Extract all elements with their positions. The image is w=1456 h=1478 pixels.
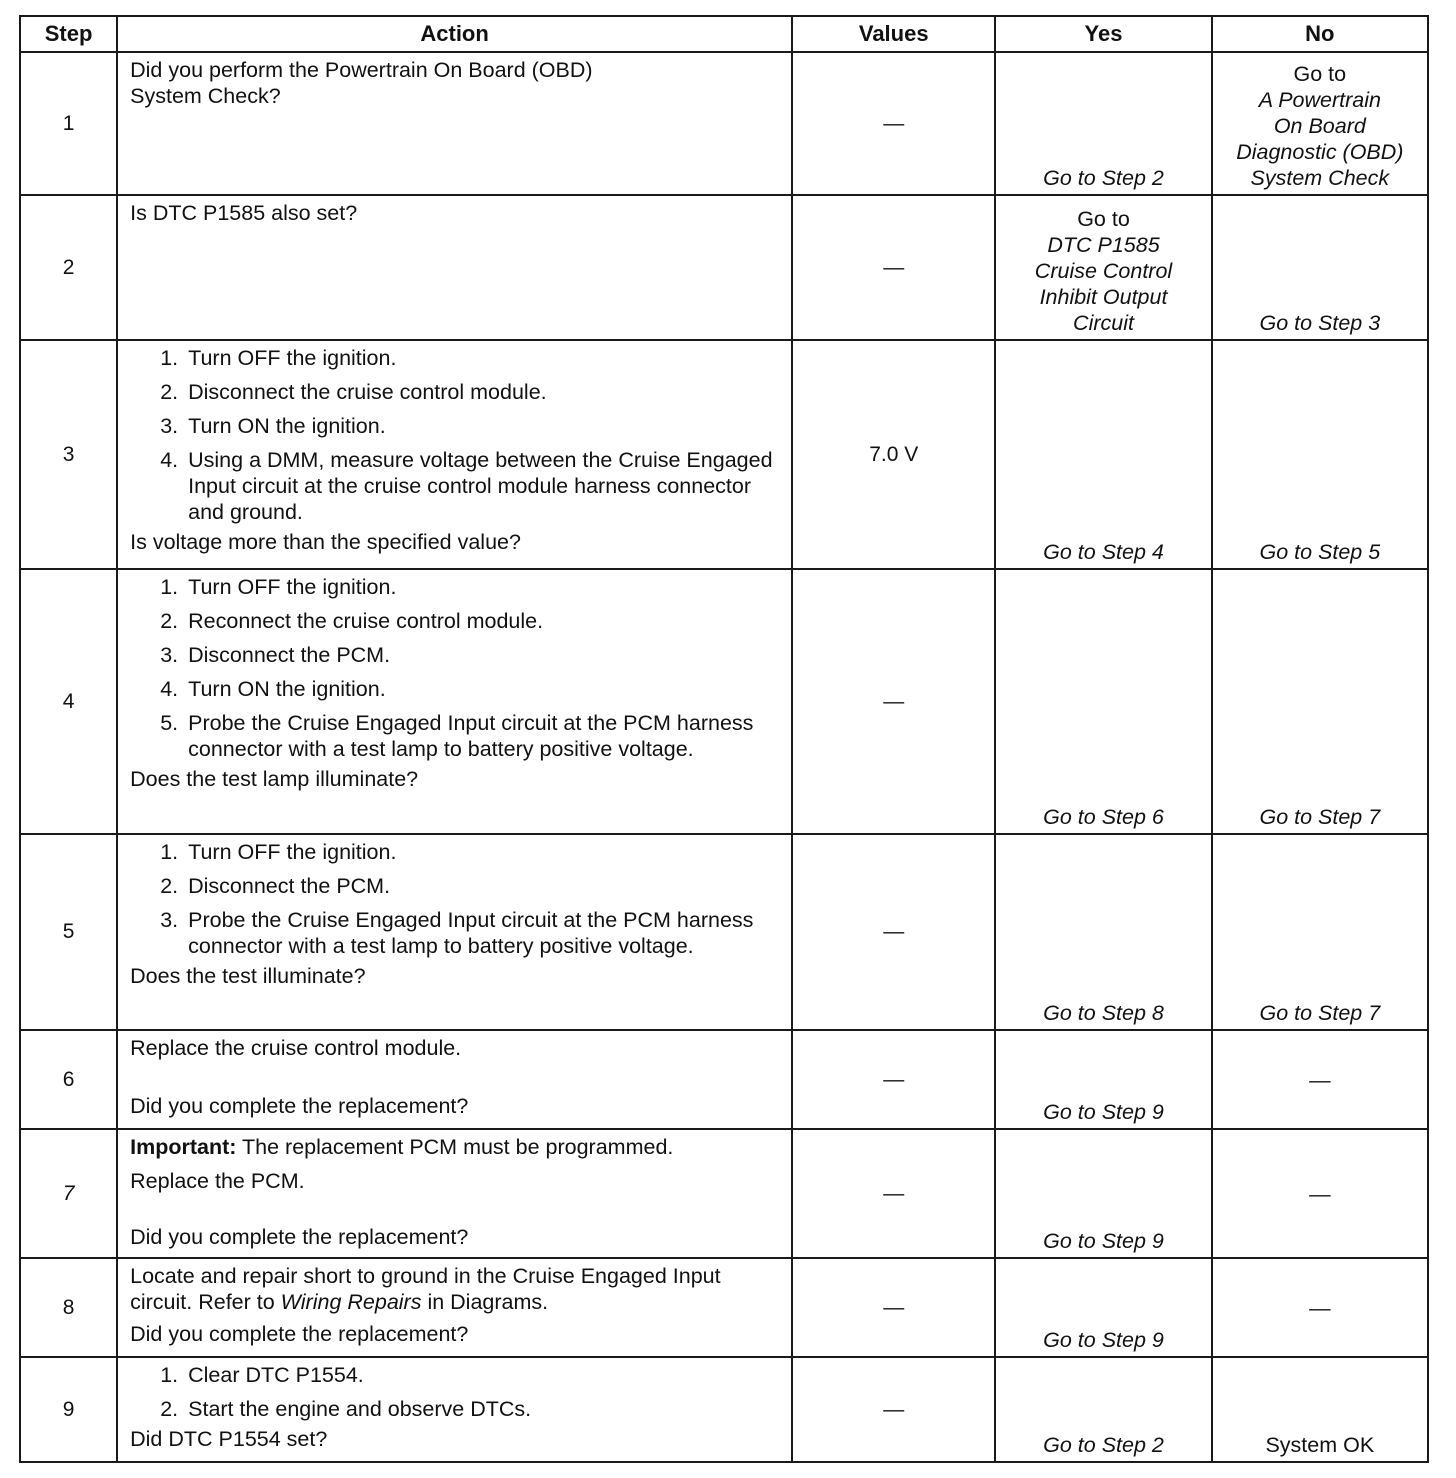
procedure-step: 3. Disconnect the PCM. bbox=[184, 642, 781, 668]
procedure-step: 3. Turn ON the ignition. bbox=[184, 413, 781, 439]
yes-cell[interactable]: Go to Step 4 bbox=[995, 340, 1211, 569]
yes-cell[interactable]: Go to Step 9 bbox=[995, 1258, 1211, 1357]
no-cell[interactable] bbox=[1212, 52, 1428, 195]
procedure-step: 5. Probe the Cruise Engaged Input circuit at the PCM harness connector with a test lamp to battery positive voltage. bbox=[184, 710, 781, 762]
action-cell bbox=[117, 1129, 792, 1258]
goto-target[interactable]: DTC P1585 Cruise Control Inhibit Output Circuit bbox=[1034, 233, 1173, 335]
no-cell: System OK bbox=[1212, 1357, 1428, 1462]
header-action: Action bbox=[117, 16, 792, 52]
yes-cell[interactable]: Go to Step 2 bbox=[995, 1357, 1211, 1462]
question-text: Does the test lamp illuminate? bbox=[130, 767, 419, 791]
value-cell: — bbox=[792, 834, 995, 1030]
value-cell: 7.0 V bbox=[792, 340, 995, 569]
action-cell bbox=[117, 1357, 792, 1462]
table-row bbox=[20, 340, 1428, 569]
question-text: Did you complete the replacement? bbox=[130, 1322, 469, 1346]
no-cell[interactable]: Go to Step 3 bbox=[1212, 195, 1428, 340]
action-cell bbox=[117, 1030, 792, 1129]
action-text: Replace the cruise control module. bbox=[130, 1036, 462, 1060]
table-row bbox=[20, 1258, 1428, 1357]
question-text: Is voltage more than the specified value? bbox=[130, 530, 521, 554]
question-text: Did DTC P1554 set? bbox=[130, 1427, 328, 1451]
step-number: 7 bbox=[20, 1129, 117, 1258]
table-row bbox=[20, 569, 1428, 834]
table-row bbox=[20, 1129, 1428, 1258]
no-cell[interactable]: Go to Step 7 bbox=[1212, 569, 1428, 834]
procedure-step: 4. Using a DMM, measure voltage between the Cruise Engaged Input circuit at the cruise control module harness connector and ground. bbox=[184, 447, 781, 525]
yes-cell[interactable]: Go to Step 6 bbox=[995, 569, 1211, 834]
question-text: Did you complete the replacement? bbox=[130, 1225, 469, 1249]
procedure-step: 2. Disconnect the PCM. bbox=[184, 873, 781, 899]
value-cell: — bbox=[792, 195, 995, 340]
action-cell bbox=[117, 52, 792, 195]
header-yes: Yes bbox=[995, 16, 1211, 52]
table-row bbox=[20, 834, 1428, 1030]
procedure-step: 1. Turn OFF the ignition. bbox=[184, 345, 781, 371]
table-row bbox=[20, 1030, 1428, 1129]
yes-cell[interactable]: Go to Step 9 bbox=[995, 1030, 1211, 1129]
action-cell bbox=[117, 1258, 792, 1357]
action-text bbox=[130, 1263, 781, 1315]
action-cell bbox=[117, 340, 792, 569]
table-row bbox=[20, 52, 1428, 195]
question-text: Does the test illuminate? bbox=[130, 964, 366, 988]
important-note bbox=[130, 1134, 781, 1160]
value-cell: — bbox=[792, 1258, 995, 1357]
value-cell: — bbox=[792, 569, 995, 834]
procedure-step: 2. Disconnect the cruise control module. bbox=[184, 379, 781, 405]
step-number: 9 bbox=[20, 1357, 117, 1462]
yes-cell[interactable]: Go to Step 9 bbox=[995, 1129, 1211, 1258]
value-cell: — bbox=[792, 1357, 995, 1462]
table-row bbox=[20, 1357, 1428, 1462]
procedure-step: 2. Reconnect the cruise control module. bbox=[184, 608, 781, 634]
goto-target[interactable]: A Powertrain On Board Diagnostic (OBD) System Check bbox=[1236, 88, 1404, 190]
table-row bbox=[20, 195, 1428, 340]
no-cell[interactable]: Go to Step 7 bbox=[1212, 834, 1428, 1030]
procedure-step: 4. Turn ON the ignition. bbox=[184, 676, 781, 702]
procedure-list bbox=[130, 345, 781, 525]
procedure-step: 3. Probe the Cruise Engaged Input circuit at the PCM harness connector with a test lamp to battery positive voltage. bbox=[184, 907, 781, 959]
procedure-step: 1. Clear DTC P1554. bbox=[184, 1362, 781, 1388]
action-cell bbox=[117, 195, 792, 340]
header-row bbox=[20, 16, 1428, 52]
step-number: 4 bbox=[20, 569, 117, 834]
action-cell bbox=[117, 834, 792, 1030]
no-cell[interactable]: Go to Step 5 bbox=[1212, 340, 1428, 569]
action-text-part: Locate and repair short to ground in the Cruise Engaged Input circuit. Refer to bbox=[130, 1264, 721, 1314]
step-number: 3 bbox=[20, 340, 117, 569]
important-label: Important: bbox=[130, 1135, 237, 1159]
yes-cell[interactable]: Go to Step 2 bbox=[995, 52, 1211, 195]
value-cell: — bbox=[792, 1030, 995, 1129]
action-text-part: in Diagrams. bbox=[421, 1290, 549, 1314]
step-number: 6 bbox=[20, 1030, 117, 1129]
no-cell: — bbox=[1212, 1258, 1428, 1357]
goto-label: Go to bbox=[1293, 62, 1347, 86]
value-cell: — bbox=[792, 1129, 995, 1258]
action-text: Did you perform the Powertrain On Board (OBD) System Check? bbox=[130, 58, 593, 108]
diagnostic-table bbox=[19, 15, 1429, 1463]
header-no: No bbox=[1212, 16, 1428, 52]
action-text: Is DTC P1585 also set? bbox=[130, 201, 358, 225]
important-text: The replacement PCM must be programmed. bbox=[236, 1135, 674, 1159]
yes-cell[interactable]: Go to Step 8 bbox=[995, 834, 1211, 1030]
value-cell: — bbox=[792, 52, 995, 195]
no-cell: — bbox=[1212, 1129, 1428, 1258]
yes-cell[interactable] bbox=[995, 195, 1211, 340]
step-number: 5 bbox=[20, 834, 117, 1030]
goto-label: Go to bbox=[1077, 207, 1130, 231]
wiring-repairs-link[interactable]: Wiring Repairs bbox=[280, 1290, 422, 1314]
no-cell: — bbox=[1212, 1030, 1428, 1129]
header-step: Step bbox=[20, 16, 117, 52]
action-cell bbox=[117, 569, 792, 834]
step-number: 2 bbox=[20, 195, 117, 340]
header-values: Values bbox=[792, 16, 995, 52]
procedure-step: 1. Turn OFF the ignition. bbox=[184, 839, 781, 865]
procedure-step: 2. Start the engine and observe DTCs. bbox=[184, 1396, 781, 1422]
step-number: 1 bbox=[20, 52, 117, 195]
question-text: Did you complete the replacement? bbox=[130, 1094, 469, 1118]
step-number: 8 bbox=[20, 1258, 117, 1357]
procedure-list bbox=[130, 839, 781, 959]
action-text: Replace the PCM. bbox=[130, 1169, 305, 1193]
procedure-list bbox=[130, 1362, 781, 1422]
procedure-step: 1. Turn OFF the ignition. bbox=[184, 574, 781, 600]
procedure-list bbox=[130, 574, 781, 762]
